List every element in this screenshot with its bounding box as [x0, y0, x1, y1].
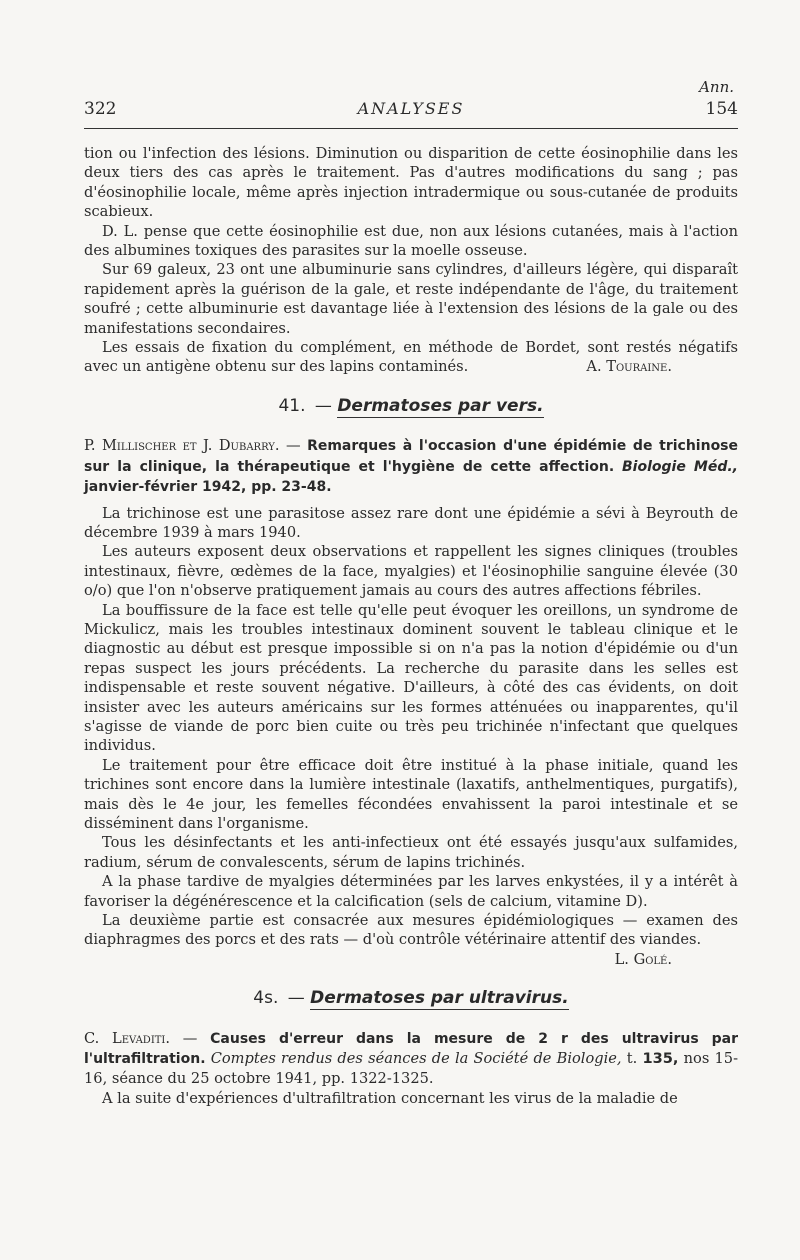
paragraph: Tous les désinfectants et les anti-infectieux ont été essayés jusqu'aux sulfamides, radium, sérum de convalescents, sérum de lapins trichinés.: [84, 834, 738, 871]
reference-issue: nos 15-16,: [84, 1050, 738, 1088]
paragraph: Le traitement pour être efficace doit être institué à la phase initiale, quand les trichines sont encore dans la lumière intestinale (laxatifs, anthelmentiques, purgatifs), mais dès le 4e jour, les femelles fécondées envahissent la paroi intestinale et se disséminent dans l'organisme.: [84, 756, 738, 832]
reference-journal: Comptes rendus des séances de la Société de Biologie,: [210, 1050, 622, 1068]
volume-number: 154: [705, 99, 738, 119]
paragraph: tion ou l'infection des lésions. Diminution ou disparition de cette éosinophilie dans les deux tiers des cas après le traitement. Pas d'autres modifications du sang ; pas d'éosinophilie locale, même après injection intradermique ou sous-cutanée de produits scabieux.: [84, 145, 738, 221]
reference-dash: —: [182, 1029, 198, 1047]
reference-volume-prefix: t.: [626, 1050, 638, 1068]
page-header: [84, 99, 738, 119]
reference-volume: 135,: [642, 1050, 679, 1068]
reference-journal: Biologie Méd.,: [622, 458, 739, 475]
section-dash: —: [314, 395, 332, 416]
section-heading-41: [84, 397, 738, 416]
annotation-ann: Ann.: [699, 78, 734, 96]
reference-title: Causes d'erreur dans la mesure de 2 r des ultravirus par l'ultrafiltration.: [84, 1030, 739, 1068]
page-number: 322: [84, 99, 117, 119]
section-title: Dermatoses par ultravirus.: [310, 988, 569, 1009]
section-dash: —: [287, 988, 305, 1009]
paragraph-text: Les essais de fixation du complément, en méthode de Bordet, sont restés négatifs avec un antigène obtenu sur des lapins contaminés.: [84, 339, 738, 376]
signature: A. Touraine.: [586, 358, 672, 376]
section-number: 41.: [278, 395, 306, 416]
reference-entry: [84, 436, 738, 497]
reference-authors: P. Millischer et J. Dubarry.: [84, 437, 280, 455]
reference-authors: C. Levaditi.: [84, 1029, 171, 1047]
reference-title: Remarques à l'occasion d'une épidémie de trichinose sur la clinique, la thérapeutique et l'hygiène de cette affection.: [84, 438, 739, 475]
paragraph: La deuxième partie est consacrée aux mesures épidémiologiques — examen des diaphragmes des porcs et des rats — d'où contrôle vétérinaire attentif des viandes.: [84, 912, 738, 949]
paragraph: Sur 69 galeux, 23 ont une albuminurie sans cylindres, d'ailleurs légère, qui disparaît rapidement après la guérison de la gale, et reste indépendante de l'âge, du traitement soufré ; cette albuminurie est davantage liée à l'extension des lésions de la gale ou des manifestations secondaires.: [84, 261, 738, 337]
paragraph: D. L. pense que cette éosinophilie est due, non aux lésions cutanées, mais à l'action des albumines toxiques des parasites sur la moelle osseuse.: [84, 222, 738, 260]
paragraph: A la suite d'expériences d'ultrafiltration concernant les virus de la maladie de: [102, 1089, 678, 1107]
reference-dash: —: [286, 437, 301, 455]
paragraph: [84, 338, 738, 377]
header-rule: [84, 128, 738, 129]
paragraph: Les auteurs exposent deux observations et rappellent les signes cliniques (troubles intestinaux, fièvre, œdèmes de la face, myalgies) et l'éosinophilie sanguine élevée (30 o/o) que l'on n'observe pratiquement jamais au cours des autres affections fébriles.: [84, 543, 738, 600]
reference-date: janvier-février 1942, pp. 23-48.: [84, 479, 332, 496]
reference-date: séance du 25 octobre 1941, pp. 1322-1325.: [111, 1070, 434, 1088]
paragraph: A la phase tardive de myalgies déterminées par les larves enkystées, il y a intérêt à favoriser la dégénérescence et la calcification (sels de calcium, vitamine D).: [84, 873, 738, 910]
reference-entry: [84, 1029, 738, 1089]
section-number: 4s.: [253, 988, 279, 1009]
section-title: Dermatoses par vers.: [337, 395, 544, 416]
section-heading-4s: [84, 989, 738, 1008]
page-body: [84, 144, 738, 1108]
running-title: ANALYSES: [357, 99, 465, 118]
paragraph: La bouffissure de la face est telle qu'elle peut évoquer les oreillons, un syndrome de Mickulicz, mais les troubles intestinaux dominent souvent le tableau clinique et le diagnostic au début est presque impossible si on n'a pas la notion d'épidémie ou d'un repas suspect les jours précédents. La recherche du parasite dans les selles est indispensable et reste souvent négative. D'ailleurs, à côté des cas évidents, on doit insister avec les auteurs américains sur les formes atténuées ou inapparentes, qu'il s'agisse de viande de porc bien cuite ou très peu trichinée n'infectant que quelques individus.: [84, 601, 738, 755]
paragraph: La trichinose est une parasitose assez rare dont une épidémie a sévi à Beyrouth de décembre 1939 à mars 1940.: [84, 504, 738, 541]
signature: L. Golé.: [614, 950, 672, 968]
